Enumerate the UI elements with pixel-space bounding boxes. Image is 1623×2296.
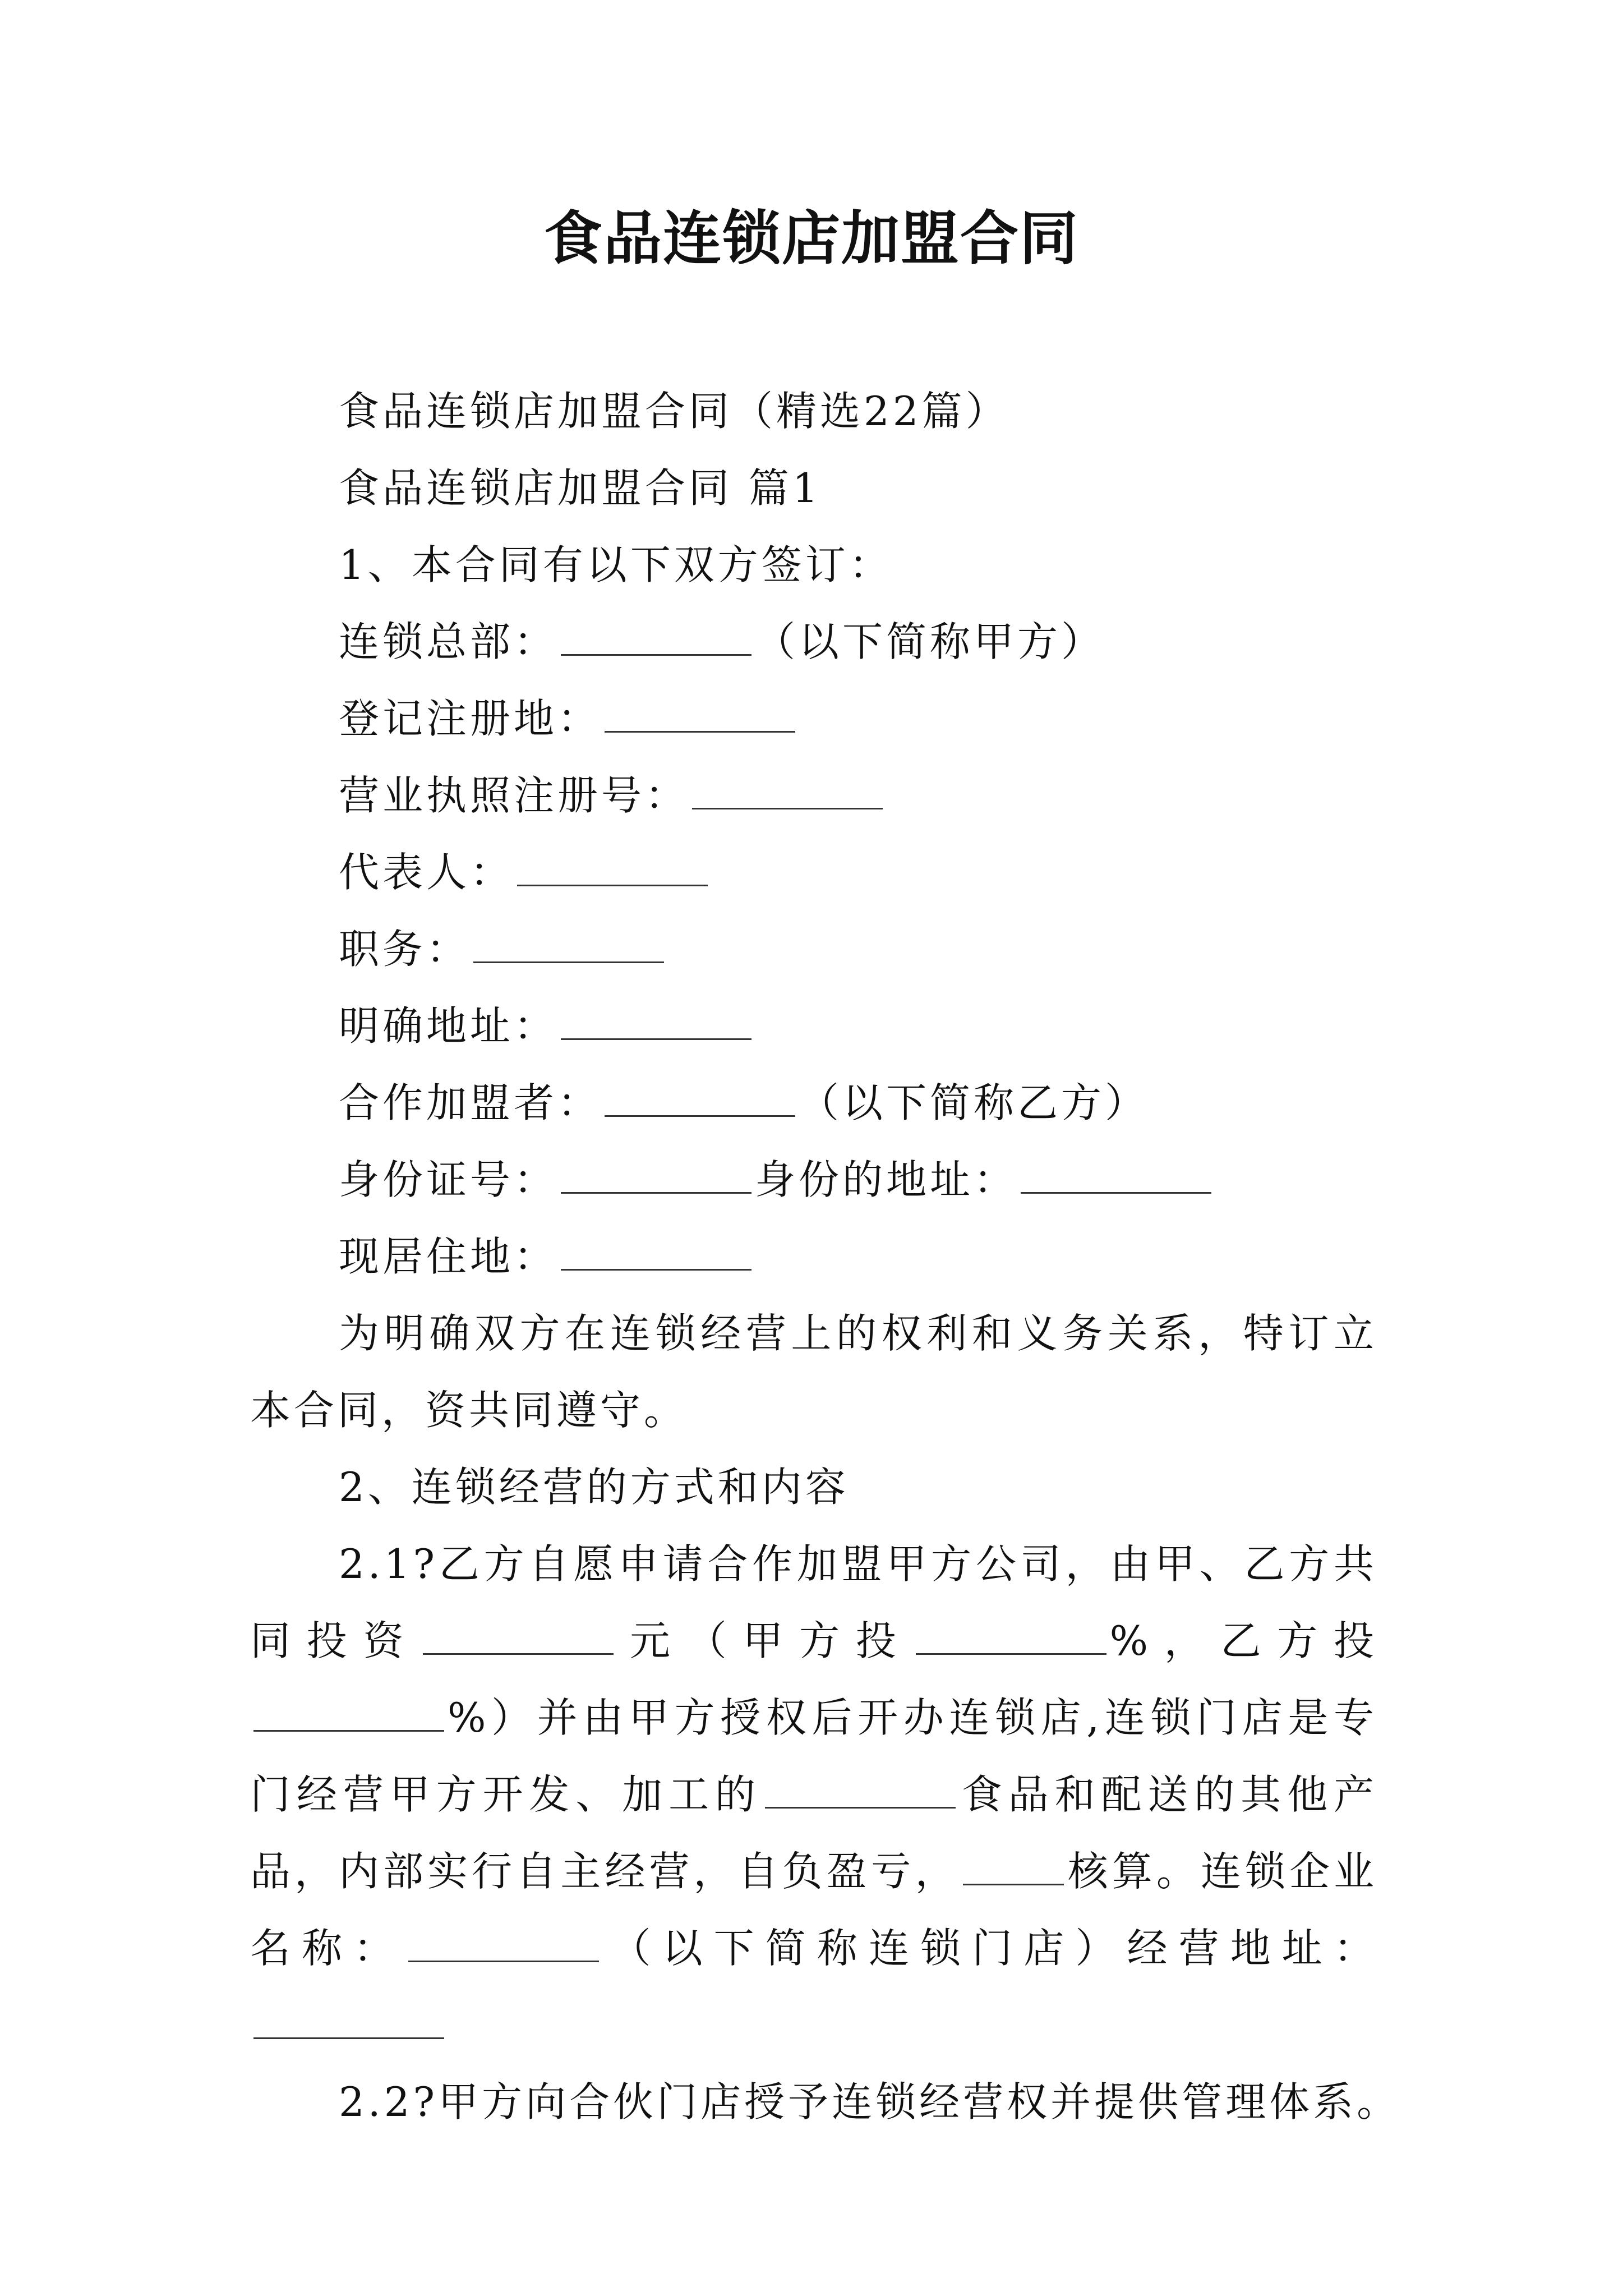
clause-2-1-part3: %，乙方投 xyxy=(1109,1617,1377,1664)
id-blank xyxy=(561,1158,751,1194)
partner-blank xyxy=(605,1082,795,1117)
position-blank xyxy=(473,928,664,963)
residence-label: 现居住地： xyxy=(339,1233,558,1280)
clause-2-1-part2: 元（甲方投 xyxy=(617,1617,912,1664)
residence-blank xyxy=(561,1235,751,1271)
clause-2-title: 2、连锁经营的方式和内容 xyxy=(339,1464,849,1511)
reg-place-label: 登记注册地： xyxy=(339,695,602,742)
hq-suffix: （以下简称甲方） xyxy=(755,618,1105,665)
position-line xyxy=(250,911,1377,988)
position-label: 职务： xyxy=(339,926,471,973)
document-subtitle: 食品连锁店加盟合同（精选22篇） xyxy=(339,388,1009,435)
hq-label: 连锁总部： xyxy=(339,618,558,665)
clause-2-1-part1: 2.1?乙方自愿申请合作加盟甲方公司，由甲、乙方共同投资 xyxy=(250,1540,1377,1664)
rep-label: 代表人： xyxy=(339,849,514,896)
accounting-blank xyxy=(963,1850,1064,1885)
clause-2-2: 2.2?甲方向合伙门店授予连锁经营权并提供管理体系。 xyxy=(339,2078,1401,2125)
section-title: 食品连锁店加盟合同 篇1 xyxy=(339,464,822,512)
enterprise-name-blank xyxy=(408,1927,599,1962)
rep-line xyxy=(250,834,1377,911)
food-type-blank xyxy=(765,1773,956,1809)
address-label: 明确地址： xyxy=(339,1002,558,1050)
partner-label: 合作加盟者： xyxy=(339,1079,602,1126)
partner-suffix: （以下简称乙方） xyxy=(799,1079,1149,1126)
clause-2-1-part7: （以下简称连锁门店）经营地址： xyxy=(602,1925,1377,1972)
document-body xyxy=(250,373,1401,2141)
partner-line xyxy=(250,1065,1377,1142)
business-address-blank xyxy=(253,2004,444,2039)
rep-blank xyxy=(517,851,708,886)
license-blank xyxy=(692,774,883,809)
license-line xyxy=(250,757,1377,834)
hq-blank xyxy=(561,620,751,656)
purpose-paragraph: 为明确双方在连锁经营上的权利和义务关系，特订立本合同，资共同遵守。 xyxy=(250,1310,1377,1434)
address-line xyxy=(250,988,1377,1065)
clause-1: 1、本合同有以下双方签订： xyxy=(339,541,893,588)
investment-blank xyxy=(423,1619,614,1655)
party-a-share-blank xyxy=(916,1619,1106,1655)
id-address-label: 身份的地址： xyxy=(755,1156,1018,1203)
id-label: 身份证号： xyxy=(339,1156,558,1203)
address-blank xyxy=(561,1005,751,1040)
license-label: 营业执照注册号： xyxy=(339,772,689,819)
clause-2-1-paragraph xyxy=(250,1526,1377,2064)
id-line xyxy=(250,1142,1377,1218)
party-b-share-blank xyxy=(253,1696,444,1732)
clause-2-1-part6: 核算。连锁企业名称： xyxy=(250,1848,1377,1972)
clause-2-1-part4: %）并由甲方授权后开办连锁店,连锁门店是专门经营甲方开发、加工的 xyxy=(250,1694,1377,1818)
document-title: 食品连锁店加盟合同 xyxy=(543,204,1079,273)
id-address-blank xyxy=(1021,1158,1211,1194)
hq-line xyxy=(250,604,1377,680)
reg-place-blank xyxy=(605,697,795,733)
residence-line xyxy=(250,1218,1377,1295)
clause-2-1-part5: 食品和配送的其他产品，内部实行自主经营，自负盈亏， xyxy=(250,1771,1377,1895)
reg-place-line xyxy=(250,680,1377,757)
